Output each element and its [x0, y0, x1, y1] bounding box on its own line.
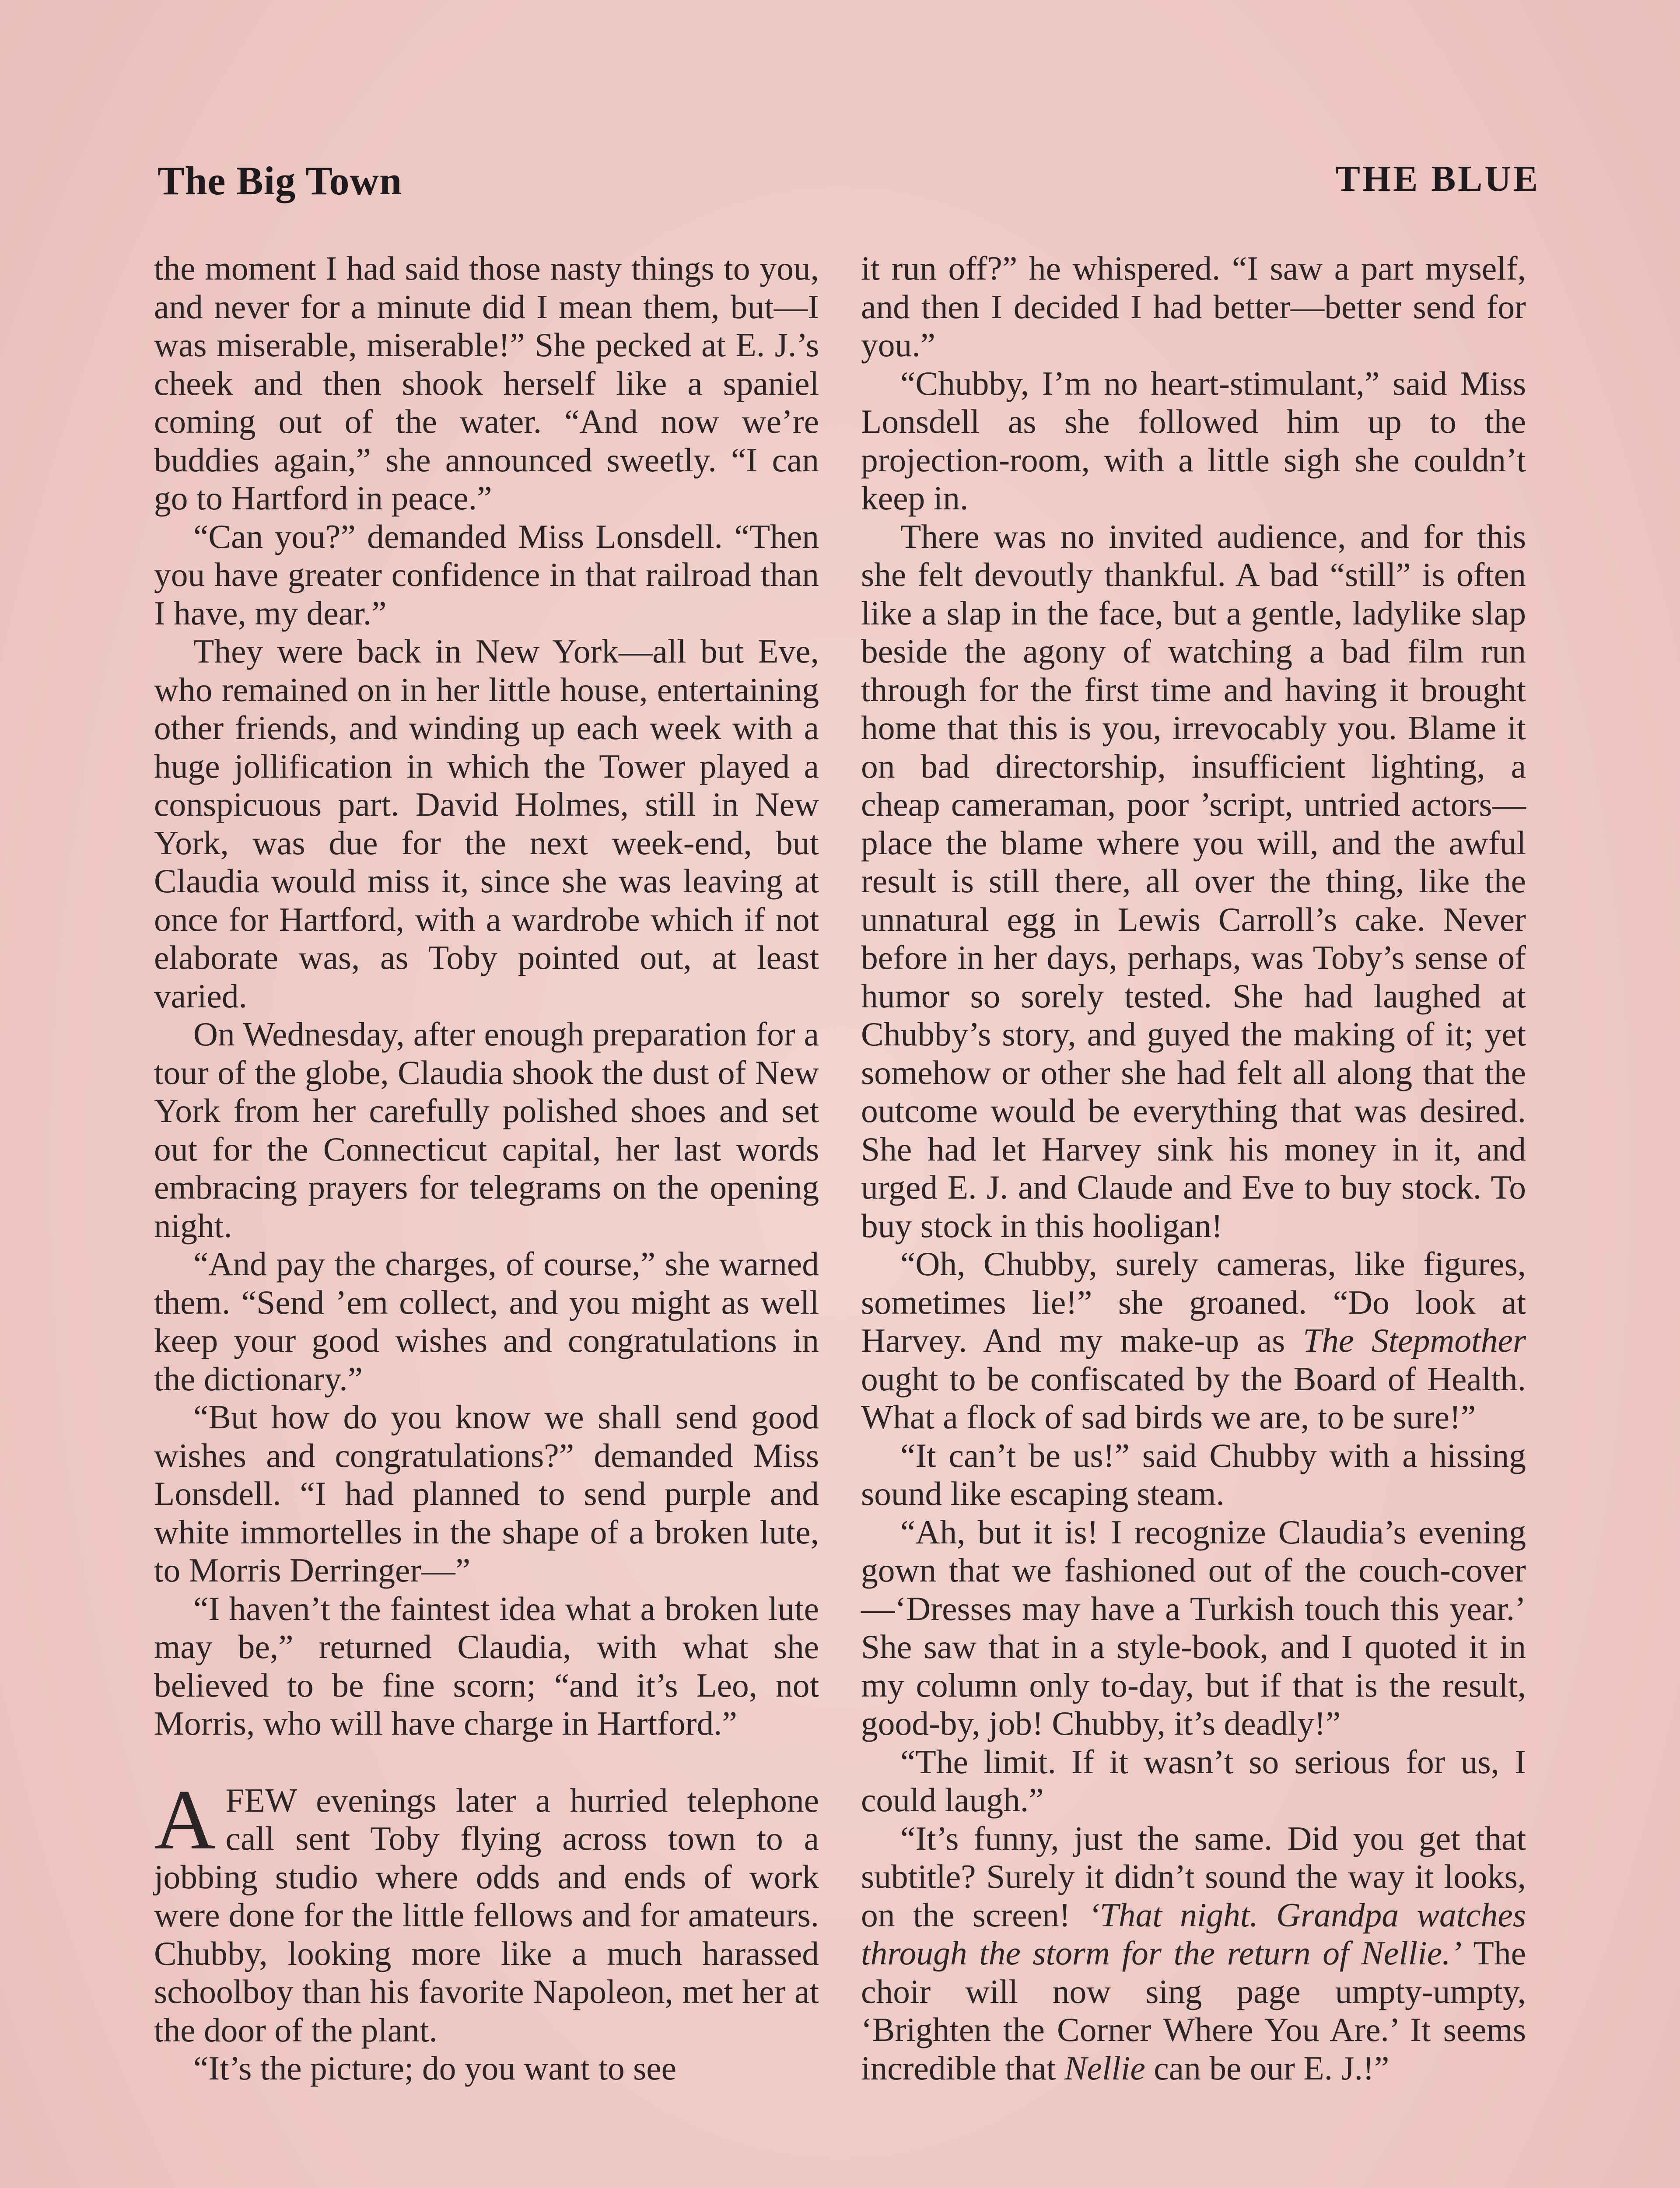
paragraph: it run off?” he whispered. “I saw a part myself, and then I decided I had better—better send for you.”	[861, 249, 1526, 364]
left-column	[154, 249, 819, 2088]
paragraph-text: “Oh, Chubby, surely cameras, like figures, sometimes lie!” she groaned. “Do look at Harvey. And my make-up as	[861, 1245, 1526, 1359]
paragraph: “It’s the picture; do you want to see	[193, 2049, 677, 2087]
paragraph: “It can’t be us!” said Chubby with a hissing sound like escaping steam.	[861, 1436, 1526, 1512]
paragraph: “I haven’t the faintest idea what a broken lute may be,” returned Claudia, with what she believed to be fine scorn; “and it’s Leo, not Morris, who will have charge in Hartford.”	[154, 1589, 819, 1742]
paragraph-text: can be our E. J.!”	[1145, 2049, 1390, 2087]
paragraph	[861, 1820, 1526, 2088]
emphasis-name: Nellie	[1064, 2049, 1145, 2087]
paragraph-text: ought to be confiscated by the Board of Health. What a flock of sad birds we are, to be sure!”	[861, 1360, 1526, 1436]
dropcap-paragraph-text: FEW evenings later a hurried telephone call sent Toby flying across town to a jobbing studio where odds and ends of work were done for the little fellows and for amateurs. Chubby, looking more like a much harassed schoolboy than his favorite Napoleon, met her at the door of the plant.	[154, 1781, 819, 2049]
paragraph: “And pay the charges, of course,” she warned them. “Send ’em collect, and you might as well keep your good wishes and congratulations in the dictionary.”	[154, 1245, 819, 1398]
paragraph: They were back in New York—all but Eve, who remained on in her little house, entertaining other friends, and winding up each week with a huge jollification in which the Tower played a conspicuous part. David Holmes, still in New York, was due for the next week-end, but Claudia would miss it, since she was leaving at once for Hartford, with a wardrobe which if not elaborate was, as Toby pointed out, at least varied.	[154, 632, 819, 1015]
magazine-title: THE BLUE	[1335, 158, 1540, 199]
emphasis-title: The Stepmother	[1303, 1322, 1526, 1359]
paragraph: “But how do you know we shall send good wishes and congratulations?” demanded Miss Lonsdell. “I had planned to send purple and white immortelles in the shape of a broken lute, to Morris Derringer—”	[154, 1398, 819, 1589]
page-header	[158, 158, 1540, 210]
paragraph: “Ah, but it is! I recognize Claudia’s evening gown that we fashioned out of the couch-cover—‘Dresses may have a Turkish touch this year.’ She saw that in a style-book, and I quoted it in my column only to-day, but if that is the result, good-by, job! Chubby, it’s deadly!”	[861, 1513, 1526, 1742]
emphasis-subtitle: ‘That night. Grandpa watches through the storm for the return of Nellie.’	[861, 1896, 1526, 1972]
running-title: The Big Town	[158, 158, 402, 203]
paragraph: “Can you?” demanded Miss Lonsdell. “Then you have greater confidence in that railroad than I have, my dear.”	[154, 517, 819, 632]
right-column	[861, 249, 1526, 2087]
paragraph-text: The choir will now sing page umpty-umpty, ‘Brighten the Corner Where You Are.’ It seems incredible that	[861, 1934, 1526, 2087]
dropcap-paragraph	[154, 1772, 819, 2050]
paragraph: “Chubby, I’m no heart-stimulant,” said Miss Lonsdell as she followed him up to the projection-room, with a little sigh she couldn’t keep in.	[861, 364, 1526, 517]
paragraph: “The limit. If it wasn’t so serious for us, I could laugh.”	[861, 1743, 1526, 1819]
paragraph-text: “It’s funny, just the same. Did you get that subtitle? Surely it didn’t sound the way it looks, on the screen!	[861, 1819, 1526, 1934]
paragraph	[861, 1245, 1526, 1437]
drop-cap: A	[154, 1772, 216, 1867]
paragraph: On Wednesday, after enough preparation for a tour of the globe, Claudia shook the dust of New York from her carefully polished shoes and set out for the Connecticut capital, her last words embracing prayers for telegrams on the opening night.	[154, 1015, 819, 1245]
paragraph: There was no invited audience, and for this she felt devoutly thankful. A bad “still” is often like a slap in the face, but a gentle, ladylike slap beside the agony of watching a bad film run through for the first time and having it brought home that this is you, irrevocably you. Blame it on bad directorship, insufficient lighting, a cheap cameraman, poor ’script, untried actors—place the blame where you will, and the awful result is still there, all over the thing, like the unnatural egg in Lewis Carroll’s cake. Never before in her days, perhaps, was Toby’s sense of humor so sorely tested. She had laughed at Chubby’s story, and guyed the making of it; yet somehow or other she had felt all along that the outcome would be everything that was desired. She had let Harvey sink his money in it, and urged E. J. and Claude and Eve to buy stock. To buy stock in this hooligan!	[861, 517, 1526, 1245]
paragraph: the moment I had said those nasty things to you, and never for a minute did I mean them, but—I was miserable, miserable!” She pecked at E. J.’s cheek and then shook herself like a spaniel coming out of the water. “And now we’re buddies again,” she announced sweetly. “I can go to Hartford in peace.”	[154, 249, 819, 517]
